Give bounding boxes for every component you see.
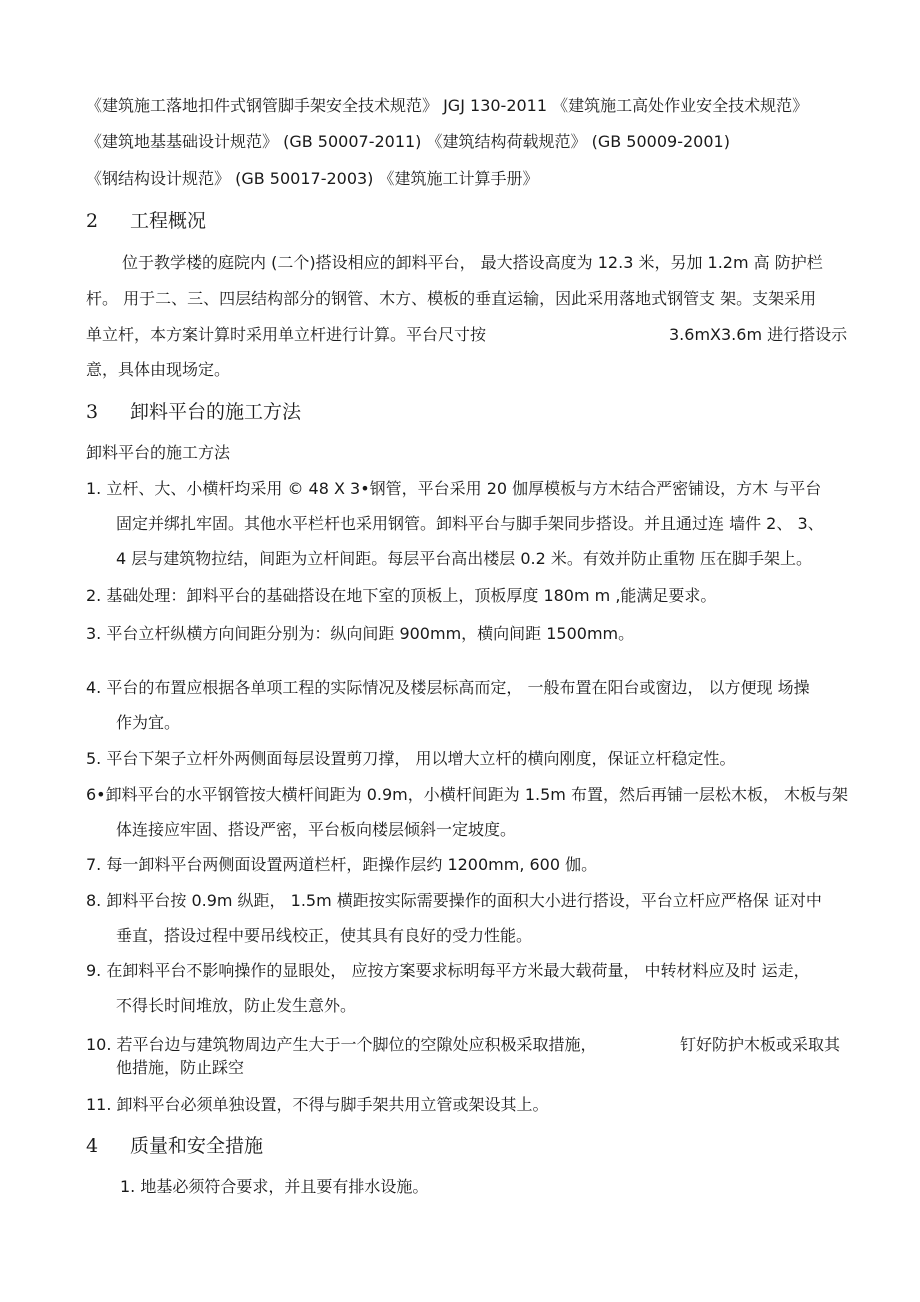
paragraph-line: 单立杆，本方案计算时采用单立杆进行计算。平台尺寸按 <box>86 325 487 344</box>
subsection-title: 卸料平台的施工方法 <box>86 443 231 462</box>
list-item: 9. 在卸料平台不影响操作的显眼处， 应按方案要求标明每平方米最大载荷量， 中转材料应及时 运走， <box>86 961 810 980</box>
list-item: 1. 立杆、大、小横杆均采用 © 48 X 3•钢管，平台采用 20 伽厚模板与方木结合严密铺设，方木 与平台 <box>86 479 822 498</box>
section-title: 卸料平台的施工方法 <box>130 401 302 423</box>
list-item-continuation: 体连接应牢固、搭设严密，平台板向楼层倾斜一定坡度。 <box>116 820 517 839</box>
list-item: 3. 平台立杆纵横方向间距分别为：纵向间距 900mm，横向间距 1500mm。 <box>86 624 635 643</box>
list-item: 10. 若平台边与建筑物周边产生大于一个脚位的空隙处应积极采取措施， <box>86 1035 597 1054</box>
reference-line-1: 《建筑施工落地扣件式钢管脚手架安全技术规范》 JGJ 130-2011 《建筑施工高处作业安全技术规范》 <box>86 96 809 115</box>
paragraph-line-dimension: 3.6mX3.6m 进行搭设示 <box>669 325 848 344</box>
list-item-continuation: 作为宜。 <box>116 713 181 732</box>
list-item-continuation: 不得长时间堆放，防止发生意外。 <box>116 996 357 1015</box>
paragraph-line: 意，具体由现场定。 <box>86 360 231 379</box>
section-heading-4 <box>86 1133 263 1159</box>
section-title: 工程概况 <box>130 210 207 232</box>
list-item-tail: 钉好防护木板或采取其 <box>680 1035 841 1054</box>
reference-line-2: 《建筑地基基础设计规范》 (GB 50007-2011) 《建筑结构荷载规范》 (GB 50009-2001) <box>86 132 730 151</box>
list-item: 7. 每一卸料平台两侧面设置两道栏杆，距操作层约 1200mm, 600 伽。 <box>86 855 598 874</box>
paragraph-line: 杆。 用于二、三、四层结构部分的钢管、木方、模板的垂直运输，因此采用落地式钢管支 架。支架采用 <box>86 289 817 308</box>
list-item: 8. 卸料平台按 0.9m 纵距， 1.5m 横距按实际需要操作的面积大小进行搭设，平台立杆应严格保 证对中 <box>86 891 822 910</box>
list-item: 6•卸料平台的水平钢管按大横杆间距为 0.9m，小横杆间距为 1.5m 布置，然后再铺一层松木板， 木板与架 <box>86 785 849 804</box>
section-heading-3 <box>86 399 301 425</box>
list-item-continuation: 垂直，搭设过程中要吊线校正，使其具有良好的受力性能。 <box>116 926 533 945</box>
section-title: 质量和安全措施 <box>130 1135 264 1157</box>
section-number: 3 <box>86 401 99 423</box>
section-number: 2 <box>86 210 99 232</box>
list-item: 1. 地基必须符合要求，并且要有排水设施。 <box>120 1177 429 1196</box>
list-item: 5. 平台下架子立杆外两侧面每层设置剪刀撑， 用以增大立杆的横向刚度，保证立杆稳定性。 <box>86 749 736 768</box>
list-item-continuation: 4 层与建筑物拉结，间距为立杆间距。每层平台高出楼层 0.2 米。有效并防止重物 压在脚手架上。 <box>116 549 812 568</box>
list-item-continuation: 他措施，防止踩空 <box>116 1058 245 1077</box>
list-item: 11. 卸料平台必须单独设置，不得与脚手架共用立管或架设其上。 <box>86 1095 549 1114</box>
list-item: 4. 平台的布置应根据各单项工程的实际情况及楼层标高而定， 一般布置在阳台或窗边， 以方便现 场操 <box>86 678 810 697</box>
reference-line-3: 《钢结构设计规范》 (GB 50017-2003) 《建筑施工计算手册》 <box>86 169 539 188</box>
paragraph-line: 位于教学楼的庭院内 (二个)搭设相应的卸料平台， 最大搭设高度为 12.3 米，另加 1.2m 高 防护栏 <box>122 253 823 272</box>
section-heading-2 <box>86 208 206 234</box>
list-item: 2. 基础处理：卸料平台的基础搭设在地下室的顶板上，顶板厚度 180m m ,能满足要求。 <box>86 586 717 605</box>
section-number: 4 <box>86 1135 99 1157</box>
list-item-continuation: 固定并绑扎牢固。其他水平栏杆也采用钢管。卸料平台与脚手架同步搭设。并且通过连 墙件 2、 3、 <box>116 514 824 533</box>
